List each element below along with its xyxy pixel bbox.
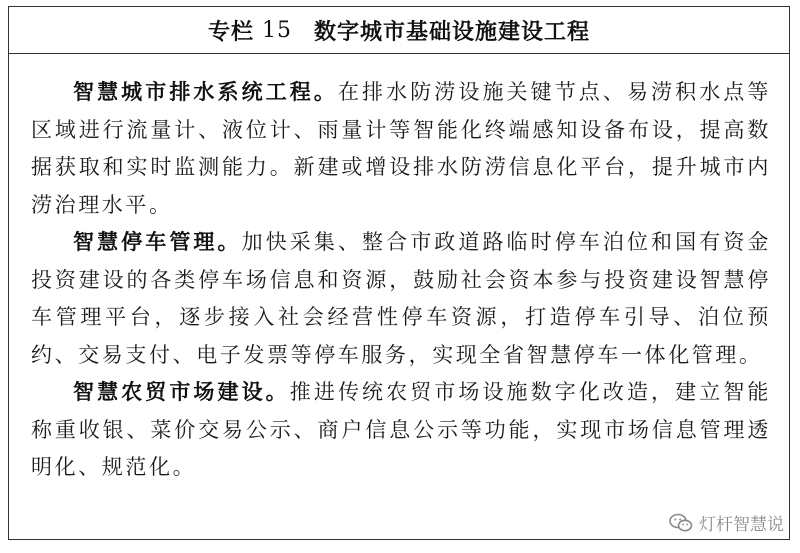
column-number: 15: [262, 17, 292, 43]
column-label: 专栏: [207, 19, 254, 45]
watermark: [667, 510, 786, 535]
paragraph-lead: 智慧停车管理。: [73, 230, 242, 254]
watermark-text: 灯杆智慧说: [699, 515, 784, 535]
paragraph-parking: [31, 224, 771, 374]
paragraph-market: [31, 374, 771, 487]
wechat-icon: [669, 513, 693, 533]
column-box: [8, 6, 790, 540]
column-title-text: 数字城市基础设施建设工程: [314, 19, 591, 45]
paragraph-lead: 智慧农贸市场建设。: [73, 380, 290, 404]
paragraph-lead: 智慧城市排水系统工程。: [73, 80, 338, 104]
paragraph-body: 在排水防涝设施关键节点、易涝积水点等区域进行流量计、液位计、雨量计等智能化终端感知设备布设，提高数据获取和实时监测能力。新建或增设排水防涝信息化平台，提升城市内涝治理水平。: [31, 80, 771, 217]
paragraph-drainage: [31, 74, 771, 224]
paragraph-body: 加快采集、整合市政道路临时停车泊位和国有资金投资建设的各类停车场信息和资源，鼓励社会资本参与投资建设智慧停车管理平台，逐步接入社会经营性停车资源，打造停车引导、泊位预约、交易支付、电子发票等停车服务，实现全省智慧停车一体化管理。: [31, 230, 772, 367]
column-content: [9, 54, 789, 487]
column-title: [9, 7, 789, 54]
paragraph-body: 推进传统农贸市场设施数字化改造，建立智能称重收银、菜价交易公示、商户信息公示等功能，实现市场信息管理透明化、规范化。: [31, 380, 772, 479]
